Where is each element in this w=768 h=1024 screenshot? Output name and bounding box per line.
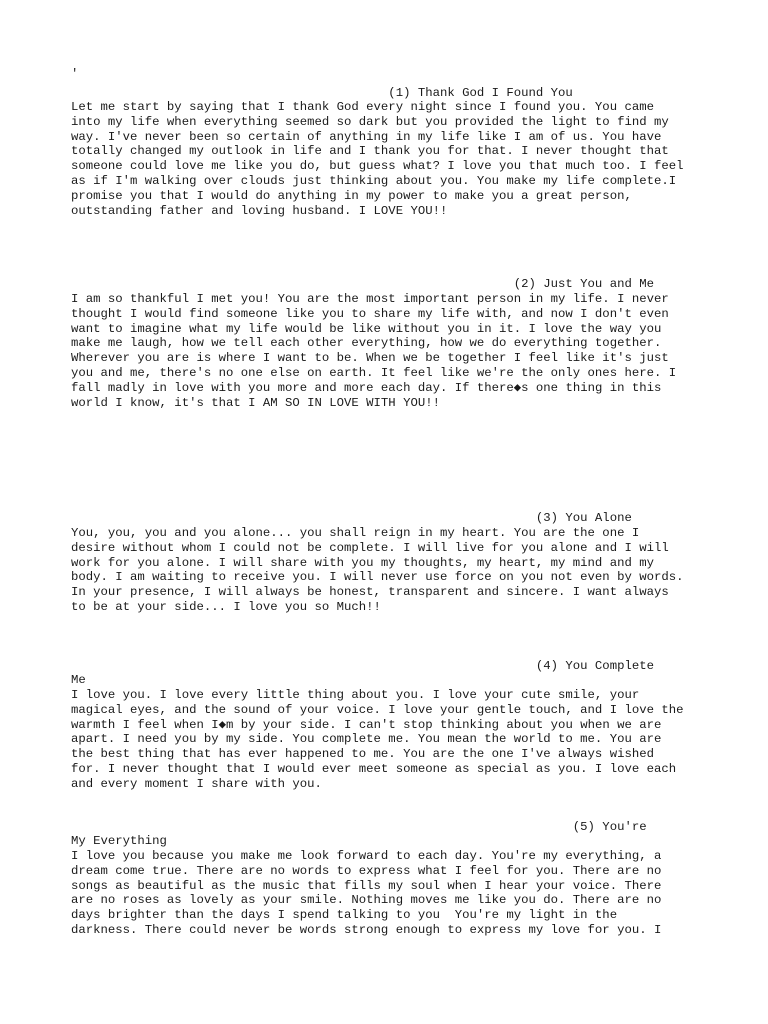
section-5-body: I love you because you make me look forward to each day. You're my everything, a dream come true. There are no words to express what I feel for you. There are no songs as beautiful as the music that fills my soul when I hear your voice. There are no roses as lovely as your smile. Nothing moves me like you do. There are no days brighter than the days I spend talking to you You're my light in the darkness. There could never be words strong enough to express my love for you. I <box>71 849 662 937</box>
section-5-title-continued: My Everything <box>71 834 167 848</box>
section-3-title: (3) You Alone <box>71 511 632 525</box>
section-1-title: (1) Thank God I Found You <box>71 86 573 100</box>
stray-mark: ' <box>71 67 79 81</box>
section-4-title: (4) You Complete <box>71 659 654 673</box>
section-5-title: (5) You're <box>71 820 647 834</box>
section-3-body: You, you, you and you alone... you shall reign in my heart. You are the one I desire without whom I could not be complete. I will live for you alone and I will work for you alone. I will share with you my thoughts, my heart, my mind and my body. I am waiting to receive you. I will never use force on you not even by words. In your presence, I will always be honest, transparent and sincere. I want always to be at your side... I love you so Much!! <box>71 526 684 614</box>
section-4-title-continued: Me <box>71 673 86 687</box>
section-4-body: I love you. I love every little thing about you. I love your cute smile, your magical eyes, and the sound of your voice. I love your gentle touch, and I love the warmth I feel when I◆m by your side. I can't stop thinking about you when we are apart. I need you by my side. You complete me. You mean the world to me. You are the best thing that has ever happened to me. You are the one I've always wished for. I never thought that I would ever meet someone as special as you. I love each and every moment I share with you. <box>71 688 684 791</box>
section-2-body: I am so thankful I met you! You are the most important person in my life. I never thought I would find someone like you to share my life with, and now I don't even want to imagine what my life would be like without you in it. I love the way you make me laugh, how we tell each other everything, how we do everything together. Wherever you are is where I want to be. When we be together I feel like it's just you and me, there's no one else on earth. It feel like we're the only ones here. I fall madly in love with you more and more each day. If there◆s one thing in this world I know, it's that I AM SO IN LOVE WITH YOU!! <box>71 292 677 410</box>
section-2-title: (2) Just You and Me <box>71 277 654 291</box>
section-1-body: Let me start by saying that I thank God every night since I found you. You came into my life when everything seemed so dark but you provided the light to find my way. I've never been so certain of anything in my life like I am of us. You have totally changed my outlook in life and I thank you for that. I never thought that someone could love me like you do, but guess what? I love you that much too. I feel as if I'm walking over clouds just thinking about you. You make my life complete.I promise you that I would do anything in my power to make you a great person, outstanding father and loving husband. I LOVE YOU!! <box>71 100 684 218</box>
